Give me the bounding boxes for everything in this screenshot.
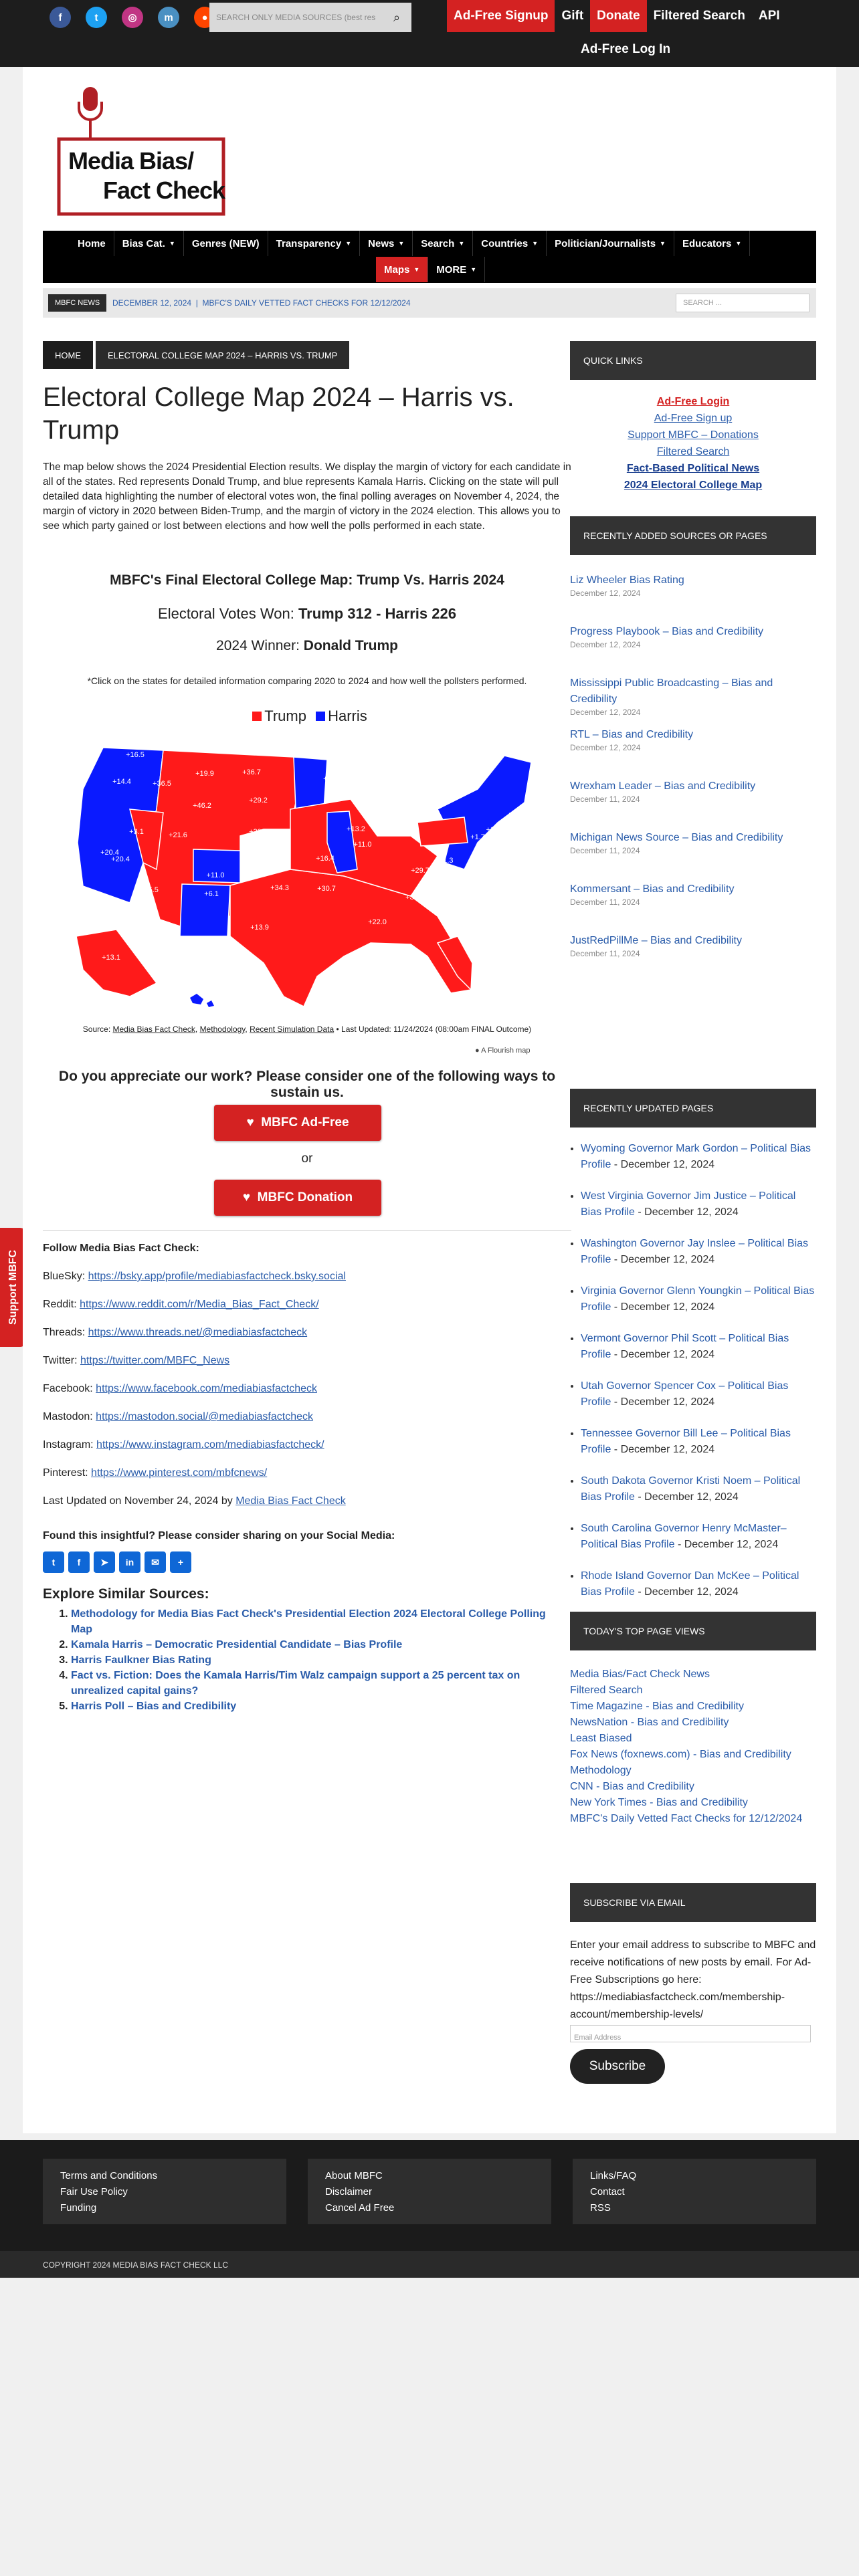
follow-link[interactable]: https://www.pinterest.com/mbfcnews/: [91, 1467, 268, 1479]
follow-item: [43, 1439, 571, 1454]
state-margin-label: +13.2: [507, 811, 526, 819]
donation-button-label: MBFC Donation: [257, 1190, 353, 1204]
updated-date: December 12, 2024: [620, 1349, 715, 1360]
updated-link[interactable]: Virginia Governor Glenn Youngkin – Political Bias Profile: [581, 1285, 815, 1313]
top-view-link[interactable]: Fox News (foxnews.com) - Bias and Credibility: [570, 1749, 791, 1760]
legend-swatch-trump: [252, 712, 262, 721]
explore-item: [71, 1637, 553, 1652]
footer-link[interactable]: Funding: [60, 2202, 97, 2214]
follow-link[interactable]: https://mastodon.social/@mediabiasfactcheck: [96, 1411, 314, 1422]
nav-item-countries[interactable]: [473, 231, 547, 256]
copyright: COPYRIGHT 2024 MEDIA BIAS FACT CHECK LLC: [0, 2251, 859, 2278]
nav-item-more[interactable]: [428, 257, 485, 282]
updated-item: • Utah Governor Spencer Cox – Political Bias Profile - December 12, 2024: [581, 1378, 816, 1426]
quick-link[interactable]: Support MBFC – Donations: [628, 429, 759, 441]
updated-date: December 12, 2024: [644, 1586, 739, 1598]
explore-item: [71, 1668, 553, 1699]
quick-link[interactable]: 2024 Electoral College Map: [624, 479, 763, 491]
recent-date: December 11, 2024: [570, 949, 640, 958]
recent-date: December 11, 2024: [570, 846, 640, 855]
explore-link[interactable]: Fact vs. Fiction: Does the Kamala Harris/Tim Walz campaign support a 25 percent tax on unrealized capital gains?: [71, 1670, 520, 1697]
subscribe-button[interactable]: Subscribe: [570, 2049, 665, 2084]
explore-item: [71, 1652, 553, 1668]
recent-item: [570, 830, 816, 881]
updated-date: December 12, 2024: [684, 1539, 779, 1550]
final-map-heading: MBFC's Final Electoral College Map: Trump Vs. Harris 2024: [110, 572, 504, 588]
updated-date: December 12, 2024: [644, 1491, 739, 1503]
state-margin-label: +18.2: [248, 852, 266, 860]
winner-label: 2024 Winner:: [216, 638, 300, 653]
state-margin-label: +30.7: [450, 885, 468, 893]
legend-swatch-harris: [316, 712, 325, 721]
map-legend: [43, 708, 571, 725]
nav-item-search[interactable]: [413, 231, 473, 256]
state-margin-label: +3.1: [129, 828, 144, 836]
legend-trump: Trump: [264, 708, 306, 724]
instagram-icon[interactable]: ◎: [122, 7, 143, 28]
updated-link[interactable]: Tennessee Governor Bill Lee – Political Bias Profile: [581, 1428, 791, 1455]
heart-icon: ♥: [246, 1115, 254, 1130]
electoral-votes: [43, 605, 571, 623]
nav-item-label: MORE: [436, 263, 467, 276]
chevron-down-icon: ▼: [660, 240, 666, 247]
explore-link[interactable]: Harris Poll – Bias and Credibility: [71, 1701, 237, 1712]
nav-item-label: Bias Cat.: [122, 237, 165, 249]
updated-link[interactable]: Vermont Governor Phil Scott – Political Bias Profile: [581, 1333, 789, 1360]
recent-item: [570, 778, 816, 830]
top-views-list: [570, 1667, 816, 1827]
state-margin-label: +0.9: [381, 788, 395, 796]
legend-harris: Harris: [328, 708, 367, 724]
follow-link[interactable]: https://bsky.app/profile/mediabiasfactcheck.bsky.social: [88, 1271, 346, 1282]
ticker-headline[interactable]: DECEMBER 12, 2024 | MBFC'S DAILY VETTED FACT CHECKS FOR 12/12/2024: [112, 298, 411, 308]
donation-button[interactable]: [214, 1180, 381, 1216]
quick-link[interactable]: Fact-Based Political News: [626, 463, 760, 474]
site-search-input[interactable]: [209, 3, 411, 32]
state-margin-label: +14.4: [112, 778, 131, 786]
follow-item: [43, 1467, 571, 1482]
state-margin-label: +29.2: [249, 796, 268, 804]
state-margin-label: +20.4: [100, 849, 119, 857]
state-margin-label: +11.0: [206, 871, 225, 879]
votes-value: Trump 312 - Harris 226: [298, 605, 456, 622]
updated-date: December 12, 2024: [644, 1206, 739, 1218]
follow-label: Reddit:: [43, 1299, 77, 1310]
updated-item: • Vermont Governor Phil Scott – Political Bias Profile - December 12, 2024: [581, 1331, 816, 1378]
telegram-share-icon[interactable]: ➤: [94, 1551, 115, 1573]
follow-label: Mastodon:: [43, 1411, 93, 1422]
state-margin-label: +6.1: [457, 927, 472, 935]
map-note: *Click on the states for detailed information comparing 2020 to 2024 and how well the pollsters performed.: [87, 675, 527, 686]
explore-heading: Explore Similar Sources:: [43, 1586, 209, 1602]
linkedin-share-icon[interactable]: in: [119, 1551, 140, 1573]
top-view-link[interactable]: Media Bias/Fact Check News: [570, 1669, 710, 1680]
state-margin-label: +21.6: [169, 831, 187, 839]
state-margin-label: +1.4: [403, 796, 418, 804]
donate-link[interactable]: Donate: [590, 0, 646, 32]
top-view-link[interactable]: Filtered Search: [570, 1685, 643, 1696]
intro-paragraph: The map below shows the 2024 Presidential Election results. We display the margin of victory for each candidate in all of the states. Red represents Donald Trump, and blue represents Kamala Harris. Clicking on the state will pull detailed data highlighting the number of electoral votes won, the final polling averages on November 4, 2024, the margin of victory in 2020 between Biden-Trump, and the margin of victory in the 2024 election. This allows you to see which party gained or lost between elections and how well the polls performed in each state.: [43, 461, 571, 532]
updated-item: • Wyoming Governor Mark Gordon – Political Bias Profile - December 12, 2024: [581, 1141, 816, 1188]
api-link[interactable]: API: [758, 9, 780, 23]
state-margin-label: +30.7: [317, 885, 336, 893]
updated-link[interactable]: West Virginia Governor Jim Justice – Political Bias Profile: [581, 1190, 796, 1218]
quick-links: [570, 393, 816, 494]
ticker-date: DECEMBER 12, 2024: [112, 298, 192, 308]
follow-link[interactable]: https://www.reddit.com/r/Media_Bias_Fact_Check/: [80, 1299, 319, 1310]
recent-date: December 12, 2024: [570, 640, 641, 649]
recent-date: December 11, 2024: [570, 794, 640, 804]
state-margin-label: +11.0: [353, 841, 372, 849]
quick-link[interactable]: Ad-Free Login: [656, 396, 730, 407]
adfree-signup-link[interactable]: Ad-Free Signup: [447, 0, 555, 32]
chevron-down-icon: ▼: [532, 240, 539, 247]
source-suffix: • Last Updated: 11/24/2024 (08:00am FINAL Outcome): [336, 1025, 532, 1034]
state-margin-label: +16.5: [126, 751, 145, 759]
electoral-map[interactable]: [63, 736, 551, 1023]
top-view-link[interactable]: Methodology: [570, 1765, 632, 1776]
explore-link[interactable]: Harris Faulkner Bias Rating: [71, 1654, 211, 1666]
main-nav-row2: [376, 257, 485, 282]
chevron-down-icon: ▼: [470, 266, 477, 273]
or-separator: or: [301, 1152, 313, 1166]
updated-item: • Tennessee Governor Bill Lee – Political Bias Profile - December 12, 2024: [581, 1426, 816, 1473]
nav-item-home[interactable]: [70, 231, 114, 256]
state-margin-label: +1.7: [470, 833, 485, 841]
site-logo[interactable]: [56, 86, 230, 216]
explore-item: [71, 1606, 553, 1637]
recent-item: [570, 727, 816, 778]
filtered-search-link[interactable]: Filtered Search: [653, 9, 745, 23]
state-margin-label: +11.3: [435, 857, 454, 865]
explore-link[interactable]: Kamala Harris – Democratic Presidential Candidate – Bias Profile: [71, 1639, 403, 1650]
explore-list: [71, 1606, 553, 1714]
recent-list: [570, 572, 816, 984]
adfree-button[interactable]: [214, 1105, 381, 1141]
follow-link[interactable]: https://www.threads.net/@mediabiasfactcheck: [88, 1327, 308, 1338]
updated-link[interactable]: Utah Governor Spencer Cox – Political Bias Profile: [581, 1380, 789, 1408]
state-margin-label: +36.7: [242, 768, 261, 776]
follow-item: [43, 1327, 571, 1341]
follow-label: Instagram:: [43, 1439, 94, 1451]
follow-item: [43, 1383, 571, 1398]
chevron-down-icon: ▼: [169, 240, 175, 247]
updated-item: • Rhode Island Governor Dan McKee – Political Bias Profile - December 12, 2024: [581, 1568, 816, 1616]
nav-item-label: Transparency: [276, 237, 342, 249]
nav-item-genres-new-[interactable]: [184, 231, 268, 256]
recent-item: [570, 572, 816, 624]
winner-line: [43, 638, 571, 654]
explore-item: [71, 1699, 553, 1714]
footer-link[interactable]: Contact: [590, 2186, 625, 2197]
updated-date: December 12, 2024: [620, 1159, 715, 1170]
page-wrapper: [23, 67, 836, 2133]
updated-date: December 12, 2024: [620, 1301, 715, 1313]
gift-link[interactable]: Gift: [561, 9, 584, 23]
footer-link[interactable]: Cancel Ad Free: [325, 2202, 395, 2214]
follow-label: Threads:: [43, 1327, 86, 1338]
author-link[interactable]: Media Bias Fact Check: [235, 1495, 346, 1507]
source-prefix: Source:: [82, 1025, 111, 1034]
footer-link[interactable]: About MBFC: [325, 2170, 383, 2181]
chevron-down-icon: ▼: [458, 240, 465, 247]
facebook-icon[interactable]: f: [50, 7, 71, 28]
follow-item: [43, 1299, 571, 1313]
state-margin-label: +20.5: [249, 828, 268, 836]
twitter-share-icon[interactable]: t: [43, 1551, 64, 1573]
recent-item: [570, 933, 816, 984]
explore-link[interactable]: Methodology for Media Bias Fact Check's Presidential Election 2024 Electoral College Polling Map: [71, 1608, 546, 1635]
social-icons: [50, 7, 215, 28]
recent-item: [570, 881, 816, 933]
recent-link[interactable]: Progress Playbook – Bias and Credibility: [570, 626, 764, 637]
top-view-link[interactable]: MBFC's Daily Vetted Fact Checks for 12/12/2024: [570, 1813, 803, 1824]
nav-item-label: News: [368, 237, 395, 249]
winner-value: Donald Trump: [303, 638, 398, 653]
divider: [43, 1230, 571, 1231]
breadcrumb: [43, 341, 349, 369]
updated-item: • West Virginia Governor Jim Justice – Political Bias Profile - December 12, 2024: [581, 1188, 816, 1236]
heart-icon: ♥: [242, 1190, 251, 1204]
updated-header: RECENTLY UPDATED PAGES: [570, 1089, 816, 1128]
quick-link[interactable]: Filtered Search: [656, 446, 730, 457]
chevron-down-icon: ▼: [345, 240, 352, 247]
ticker-title: MBFC'S DAILY VETTED FACT CHECKS FOR 12/12/2024: [202, 298, 411, 308]
map-source: Source: Media Bias Fact Check, Methodology, Recent Simulation Data • Last Updated: 11/24/2024 (08:00am FINAL Outcome): [82, 1025, 532, 1034]
recent-date: December 12, 2024: [570, 588, 641, 598]
updated-link[interactable]: Wyoming Governor Mark Gordon – Political Bias Profile: [581, 1143, 811, 1170]
nav-item-politician-journalists[interactable]: [547, 231, 674, 256]
state-margin-label: +27.0: [471, 887, 490, 895]
state-margin-label: +2.2: [448, 901, 462, 909]
email-share-icon[interactable]: ✉: [145, 1551, 166, 1573]
source-link-simulation[interactable]: Recent Simulation Data: [250, 1025, 335, 1034]
updated-link[interactable]: Washington Governor Jay Inslee – Political Bias Profile: [581, 1238, 809, 1265]
nav-item-label: Maps: [384, 263, 410, 276]
recent-item: [570, 624, 816, 675]
state-margin-label: +5.2: [486, 853, 501, 861]
follow-link[interactable]: https://www.facebook.com/mediabiasfactcheck: [96, 1383, 317, 1394]
reddit-icon[interactable]: ●: [194, 7, 215, 28]
nav-item-label: Countries: [481, 237, 529, 249]
follow-label: Facebook:: [43, 1383, 93, 1394]
follow-section: [43, 1243, 571, 1523]
follow-label: Pinterest:: [43, 1467, 88, 1479]
follow-item: [43, 1411, 571, 1426]
footer-col-3: [573, 2159, 816, 2224]
nav-item-label: Search: [421, 237, 455, 249]
nav-item-transparency[interactable]: [268, 231, 360, 256]
recent-date: December 12, 2024: [570, 708, 641, 717]
footer: [0, 2140, 859, 2251]
state-margin-label: +13.9: [250, 924, 269, 932]
follow-link[interactable]: https://twitter.com/MBFC_News: [80, 1355, 230, 1366]
recent-link[interactable]: Kommersant – Bias and Credibility: [570, 883, 735, 895]
share-heading: Found this insightful? Please consider sharing on your Social Media:: [43, 1530, 395, 1541]
recent-date: December 11, 2024: [570, 897, 640, 907]
recent-link[interactable]: Wrexham Leader – Bias and Credibility: [570, 780, 756, 792]
footer-col-1: [43, 2159, 286, 2224]
follow-heading: Follow Media Bias Fact Check:: [43, 1243, 199, 1254]
follow-item: [43, 1271, 571, 1285]
top-view-link[interactable]: NewsNation - Bias and Credibility: [570, 1717, 729, 1728]
ticker-tag: MBFC NEWS: [48, 294, 106, 312]
nav-item-label: Home: [78, 237, 106, 249]
nav-item-educators[interactable]: [674, 231, 750, 256]
state-margin-label: +5.5: [144, 886, 159, 894]
state-margin-label: +6.1: [204, 890, 219, 898]
adfree-button-label: MBFC Ad-Free: [261, 1115, 349, 1130]
top-view-link[interactable]: New York Times - Bias and Credibility: [570, 1797, 748, 1808]
nav-item-bias-cat-[interactable]: [114, 231, 184, 256]
quick-links-header: QUICK LINKS: [570, 341, 816, 380]
state-margin-label: +13.1: [102, 954, 120, 962]
nav-item-label: Genres (NEW): [191, 237, 260, 249]
more-share-icon[interactable]: +: [170, 1551, 191, 1573]
nav-item-label: Politician/Journalists: [555, 237, 656, 249]
updated-link[interactable]: South Carolina Governor Henry McMaster– Political Bias Profile: [581, 1523, 787, 1550]
state-margin-label: +13.2: [347, 825, 365, 833]
support-tab-label: Support MBFC: [7, 1250, 19, 1325]
chevron-down-icon: ▼: [735, 240, 742, 247]
updated-date: December 12, 2024: [620, 1396, 715, 1408]
main-nav: [43, 231, 816, 283]
nav-item-label: Educators: [682, 237, 732, 249]
state-margin-label: +22.0: [368, 918, 387, 926]
nav-item-maps[interactable]: [376, 257, 428, 282]
state-margin-label: +3.2: [486, 869, 501, 877]
state-margin-label: +19.9: [195, 770, 214, 778]
follow-link[interactable]: https://www.instagram.com/mediabiasfactcheck/: [96, 1439, 324, 1451]
updated-link[interactable]: Rhode Island Governor Dan McKee – Political Bias Profile: [581, 1570, 799, 1598]
subscribe-text: Enter your email address to subscribe to MBFC and receive notifications of new posts by email. For Ad-Free Subscriptions go here: https://mediabiasfactcheck.com/membership-account/membership-levels/: [570, 1939, 816, 2020]
footer-link[interactable]: Fair Use Policy: [60, 2186, 128, 2197]
recent-date: December 12, 2024: [570, 743, 641, 752]
top-bar: [0, 0, 859, 67]
updated-item: • South Dakota Governor Kristi Noem – Political Bias Profile - December 12, 2024: [581, 1473, 816, 1521]
state-margin-label: +20.4: [111, 855, 130, 863]
footer-col-2: [308, 2159, 551, 2224]
breadcrumb-home[interactable]: HOME: [43, 341, 93, 369]
adfree-login-link[interactable]: Ad-Free Log In: [574, 33, 677, 66]
mastodon-icon[interactable]: m: [158, 7, 179, 28]
footer-link[interactable]: Terms and Conditions: [60, 2170, 158, 2181]
source-link-mbfc[interactable]: Media Bias Fact Check: [112, 1025, 195, 1034]
logo-line1: Media Bias/: [68, 147, 194, 175]
follow-label: BlueSky:: [43, 1271, 86, 1282]
source-link-methodology[interactable]: Methodology: [199, 1025, 246, 1034]
updated-item: • Washington Governor Jay Inslee – Political Bias Profile - December 12, 2024: [581, 1236, 816, 1283]
recent-link[interactable]: Michigan News Source – Bias and Credibility: [570, 832, 783, 843]
ticker-search-input[interactable]: SEARCH ...: [676, 294, 809, 312]
follow-item: [43, 1355, 571, 1370]
state-margin-label: +29.7: [411, 867, 430, 875]
updated-link[interactable]: South Dakota Governor Kristi Noem – Political Bias Profile: [581, 1475, 801, 1503]
main-nav-row1: [70, 231, 750, 256]
top-view-link[interactable]: Time Magazine - Bias and Credibility: [570, 1701, 744, 1712]
page-title: Electoral College Map 2024 – Harris vs. Trump: [43, 383, 514, 445]
twitter-icon[interactable]: t: [86, 7, 107, 28]
votes-label: Electoral Votes Won:: [158, 605, 294, 622]
state-margin-label: +11.8: [486, 826, 504, 834]
state-margin-label: +30.6: [405, 893, 424, 901]
recent-header: RECENTLY ADDED SOURCES OR PAGES: [570, 516, 816, 555]
quick-link[interactable]: Ad-Free Sign up: [654, 413, 733, 424]
state-margin-label: +16.4: [316, 855, 335, 863]
updated-item: • South Carolina Governor Henry McMaster– Political Bias Profile - December 12, 2024: [581, 1521, 816, 1568]
top-views-header: TODAY'S TOP PAGE VIEWS: [570, 1612, 816, 1650]
logo-line2: Fact Check: [103, 177, 225, 204]
recent-link[interactable]: JustRedPillMe – Bias and Credibility: [570, 935, 742, 946]
updated-item: • Virginia Governor Glenn Youngkin – Political Bias Profile - December 12, 2024: [581, 1283, 816, 1331]
top-nav: [447, 0, 787, 32]
support-heading: Do you appreciate our work? Please consider one of the following ways to sustain us.: [58, 1069, 556, 1100]
nav-item-news[interactable]: [360, 231, 413, 256]
recent-link[interactable]: Mississippi Public Broadcasting – Bias and Credibility: [570, 677, 773, 705]
footer-link[interactable]: Disclaimer: [325, 2186, 373, 2197]
updated-date: December 12, 2024: [620, 1254, 715, 1265]
recent-item: [570, 675, 816, 727]
state-margin-label: +34.3: [270, 884, 289, 892]
flourish-credit[interactable]: ● A Flourish map: [475, 1047, 531, 1055]
news-ticker: [43, 288, 816, 318]
top-view-link[interactable]: CNN - Bias and Credibility: [570, 1781, 694, 1792]
footer-link[interactable]: RSS: [590, 2202, 611, 2214]
footer-link[interactable]: Links/FAQ: [590, 2170, 637, 2181]
last-updated-text: Last Updated on November 24, 2024 by: [43, 1495, 233, 1507]
updated-list: [570, 1141, 816, 1616]
chevron-down-icon: ▼: [413, 266, 420, 273]
updated-date: December 12, 2024: [620, 1444, 715, 1455]
recent-link[interactable]: Liz Wheeler Bias Rating: [570, 574, 684, 586]
state-margin-label: +36.5: [153, 780, 171, 788]
facebook-share-icon[interactable]: f: [68, 1551, 90, 1573]
share-buttons: [43, 1551, 191, 1573]
state-margin-label: +13.1: [468, 910, 487, 918]
email-field[interactable]: Email Address: [570, 2025, 811, 2042]
flourish-label: A Flourish map: [481, 1047, 531, 1055]
search-icon[interactable]: ⌕: [393, 10, 401, 24]
follow-label: Twitter:: [43, 1355, 78, 1366]
state-margin-label: +4.2: [323, 775, 338, 783]
search-placeholder: SEARCH ONLY MEDIA SOURCES (best res: [216, 13, 376, 22]
subscribe-header: SUBSCRIBE VIA EMAIL: [570, 1883, 816, 1922]
subscribe-section: [570, 1937, 816, 2084]
breadcrumb-current: ELECTORAL COLLEGE MAP 2024 – HARRIS VS. TRUMP: [96, 341, 349, 369]
recent-link[interactable]: RTL – Bias and Credibility: [570, 729, 694, 740]
top-view-link[interactable]: Least Biased: [570, 1733, 632, 1744]
follow-list: [43, 1271, 571, 1482]
chevron-down-icon: ▼: [398, 240, 405, 247]
state-margin-label: +46.2: [193, 802, 211, 810]
last-updated: [43, 1495, 571, 1510]
